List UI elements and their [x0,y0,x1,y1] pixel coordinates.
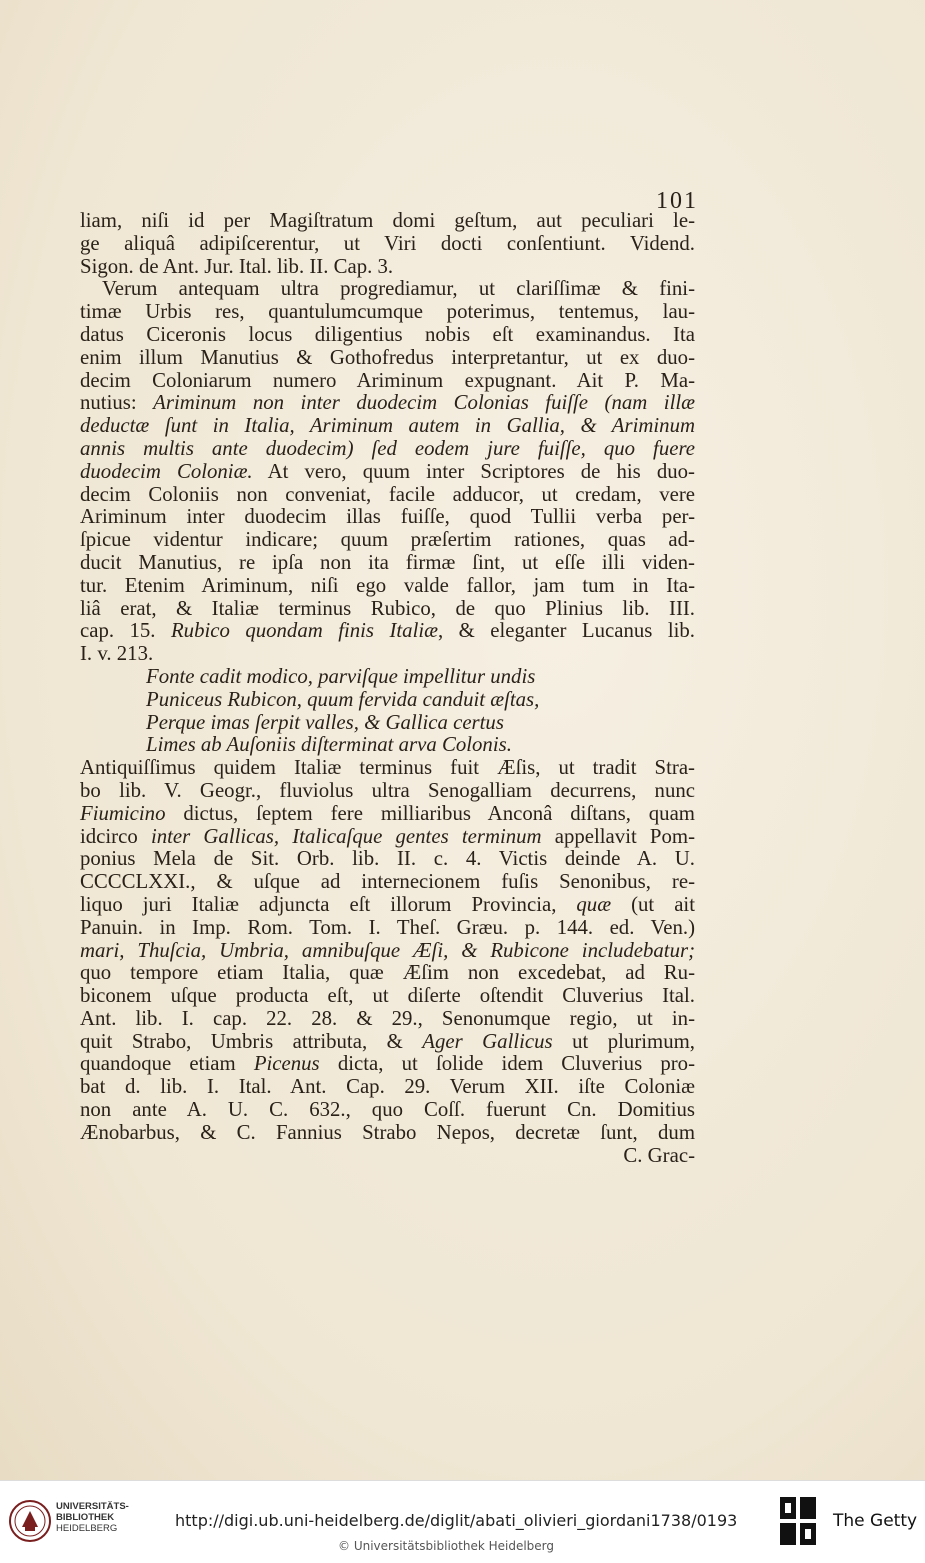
getty-monogram-icon [778,1495,818,1547]
text-line: CCCCLXXI., & uſque ad internecionem fuſis Senonibus, re- [80,870,695,894]
text-line: timæ Urbis res, quantulumcumque poterimus, tentemus, lau- [80,300,695,324]
text-line: Puniceus Rubicon, quum fervida canduit æſtas, [146,687,540,711]
copyright-notice: © Universitätsbibliothek Heidelberg [338,1539,555,1553]
text-line: deductæ ſunt in Italia, Ariminum autem in Gallia, & Ariminum [80,414,695,438]
text-line: Perque imas ſerpit valles, & Gallica certus [146,710,504,734]
text-line: tur. Etenim Ariminum, niſi ego valde fallor, jam tum in Ita- [80,573,695,597]
text-line: Sigon. de Ant. Jur. Ital. lib. II. Cap. 3. [80,254,394,278]
text-line: non ante A. U. C. 632., quo Coſſ. fuerunt Cn. Domitius [80,1098,695,1122]
text-line: ge aliquâ adipiſcerentur, ut Viri docti conſentiunt. Vidend. [80,231,695,255]
page-number: 101 [656,188,698,214]
text-line: decim Coloniis non conveniat, facile adducor, ut credam, vere [80,482,695,506]
text-line: Fiumicino dictus, ſeptem fere milliaribus Anconâ diſtans, quam [80,801,695,825]
text-line: enim illum Manutius & Gothofredus interpretantur, ut ex duo- [80,345,695,369]
text-line: liquo juri Italiæ adjuncta eſt illorum Provincia, quæ (ut ait [80,892,695,916]
footer-bar [0,1480,925,1563]
body-text [80,210,695,1167]
text-line: bo lib. V. Geogr., fluviolus ultra Senogalliam decurrens, nunc [80,778,695,802]
getty-label: The Getty [833,1511,918,1531]
text-line: Ant. lib. I. cap. 22. 28. & 29., Senonumque regio, ut in- [80,1006,695,1030]
heidelberg-seal-icon [8,1499,52,1543]
text-line: Antiquiſſimus quidem Italiæ terminus fuit Æſis, ut tradit Stra- [80,756,695,780]
text-line: Panuin. in Imp. Rom. Tom. I. Theſ. Græu. p. 144. ed. Ven.) [80,915,695,939]
university-line-3: HEIDELBERG [56,1523,118,1534]
text-line: liâ erat, & Italiæ terminus Rubico, de quo Plinius lib. III. [80,596,695,620]
text-line: annis multis ante duodecim) ſed eodem jure fuiſſe, quo fuere [80,436,695,460]
university-line-2: BIBLIOTHEK [56,1512,115,1523]
text-line: decim Coloniarum numero Ariminum expugnant. Ait P. Ma- [80,368,695,392]
text-line: duodecim Coloniæ. At vero, quum inter Scriptores de his duo- [80,459,695,483]
text-line: ponius Mela de Sit. Orb. lib. II. c. 4. Victis deinde A. U. [80,847,695,871]
text-line: Fonte cadit modico, parviſque impellitur undis [146,664,536,688]
text-line: quandoque etiam Picenus dicta, ut ſolide idem Cluverius pro- [80,1052,696,1076]
permalink-url[interactable]: http://digi.ub.uni-heidelberg.de/diglit/abati_olivieri_giordani1738/0193 [175,1511,738,1530]
text-line: nutius: Ariminum non inter duodecim Colonias fuiſſe (nam illæ [80,391,695,415]
text-line: I. v. 213. [80,642,154,666]
text-line: biconem uſque producta eſt, ut diſerte oſtendit Cluverius Ital. [80,984,695,1008]
text-line: bat d. lib. I. Ital. Ant. Cap. 29. Verum XII. iſte Coloniæ [80,1075,695,1099]
text-line: quo tempore etiam Italia, quæ Æſim non excedebat, ad Ru- [80,961,695,985]
university-line-1: UNIVERSITÄTS- [56,1501,129,1512]
text-line: datus Ciceronis locus diligentius nobis eſt examinandus. Ita [80,322,695,346]
text-line: cap. 15. Rubico quondam finis Italiæ, & eleganter Lucanus lib. [80,619,695,643]
text-line: Ariminum inter duodecim illas fuiſſe, quod Tullii verba per- [80,505,695,529]
text-line: liam, niſi id per Magiſtratum domi geſtum, aut peculiari le- [80,209,695,232]
text-line: Limes ab Auſoniis diſterminat arva Colonis. [146,733,512,757]
text-line: idcirco inter Gallicas, Italicaſque gentes terminum appellavit Pom- [80,824,695,848]
text-line: ducit Manutius, re ipſa non ita firmæ ſint, ut eſſe illi viden- [80,550,695,574]
text-line: Verum antequam ultra progrediamur, ut clariſſimæ & fini- [102,277,695,301]
university-name [56,1501,129,1534]
text-line: C. Grac- [623,1143,695,1167]
text-line: ſpicue videntur indicare; quum præſertim rationes, quas ad- [80,528,695,552]
text-line: Ænobarbus, & C. Fannius Strabo Nepos, decretæ ſunt, dum [80,1120,695,1144]
text-line: quit Strabo, Umbris attributa, & Ager Gallicus ut plurimum, [80,1029,695,1053]
text-line: mari, Thuſcia, Umbria, amnibuſque Æſi, & Rubicone includebatur; [80,938,695,962]
